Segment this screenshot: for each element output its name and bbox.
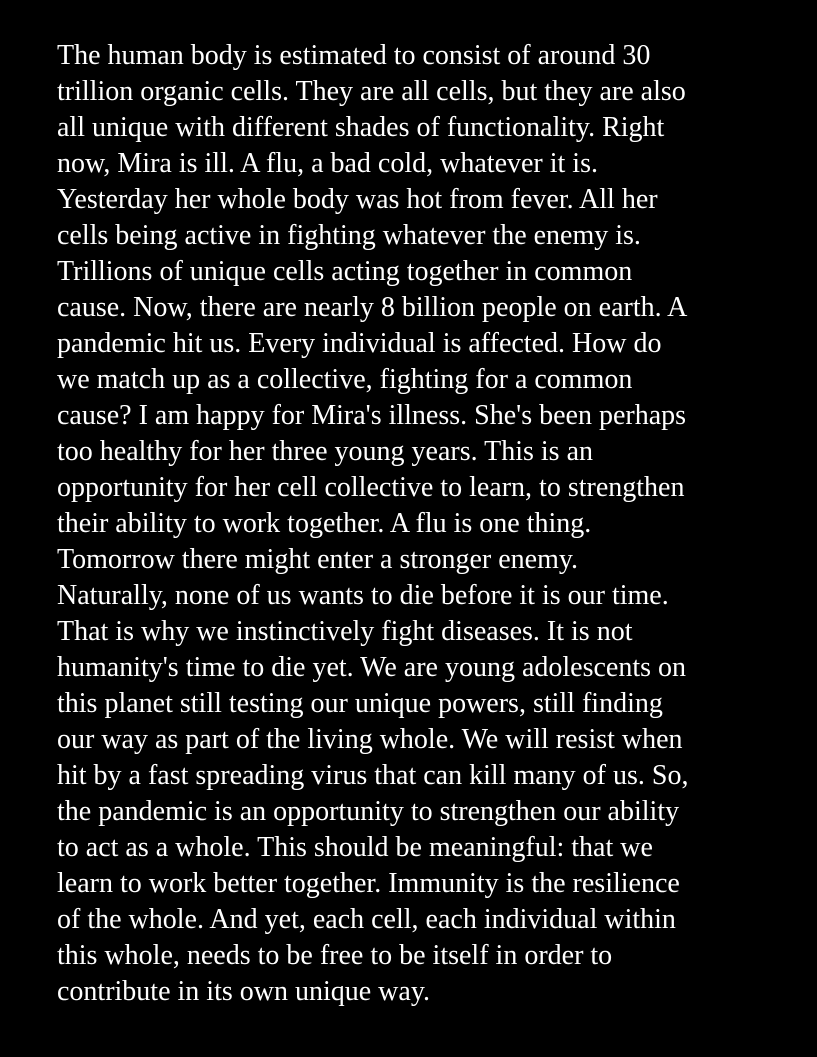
paragraph-line-6: cells being active in fighting whatever the enemy is. <box>57 220 641 251</box>
paragraph-line-19: this planet still testing our unique powers, still finding <box>57 688 663 719</box>
paragraph-line-12: too healthy for her three young years. This is an <box>57 436 594 467</box>
body-paragraph <box>57 38 797 1010</box>
paragraph-line-3: all unique with different shades of functionality. Right <box>57 112 665 143</box>
paragraph-line-15: Tomorrow there might enter a stronger enemy. <box>57 544 579 575</box>
paragraph-line-23: to act as a whole. This should be meaningful: that we <box>57 832 653 863</box>
paragraph-line-22: the pandemic is an opportunity to strengthen our ability <box>57 796 680 827</box>
paragraph-line-24: learn to work better together. Immunity is the resilience <box>57 868 680 899</box>
paragraph-line-10: we match up as a collective, fighting for a common <box>57 364 633 395</box>
paragraph-line-2: trillion organic cells. They are all cells, but they are also <box>57 76 686 107</box>
paragraph-line-20: our way as part of the living whole. We will resist when <box>57 724 683 755</box>
paragraph-line-11: cause? I am happy for Mira's illness. She's been perhaps <box>57 400 687 431</box>
paragraph-line-5: Yesterday her whole body was hot from fever. All her <box>57 184 658 215</box>
paragraph-line-17: That is why we instinctively fight diseases. It is not <box>57 616 633 647</box>
paragraph-line-26: this whole, needs to be free to be itself in order to <box>57 940 613 971</box>
paragraph-line-4: now, Mira is ill. A flu, a bad cold, whatever it is. <box>57 148 598 179</box>
paragraph-line-25: of the whole. And yet, each cell, each individual within <box>57 904 676 935</box>
paragraph-line-9: pandemic hit us. Every individual is affected. How do <box>57 328 662 359</box>
paragraph-line-21: hit by a fast spreading virus that can kill many of us. So, <box>57 760 689 791</box>
paragraph-line-13: opportunity for her cell collective to learn, to strengthen <box>57 472 685 503</box>
paragraph-line-18: humanity's time to die yet. We are young adolescents on <box>57 652 687 683</box>
paragraph-line-8: cause. Now, there are nearly 8 billion people on earth. A <box>57 292 688 323</box>
paragraph-line-16: Naturally, none of us wants to die before it is our time. <box>57 580 669 611</box>
paragraph-line-1: The human body is estimated to consist of around 30 <box>57 40 651 71</box>
paragraph-line-27: contribute in its own unique way. <box>57 976 431 1007</box>
paragraph-line-7: Trillions of unique cells acting together in common <box>57 256 633 287</box>
paragraph-line-14: their ability to work together. A flu is one thing. <box>57 508 592 539</box>
